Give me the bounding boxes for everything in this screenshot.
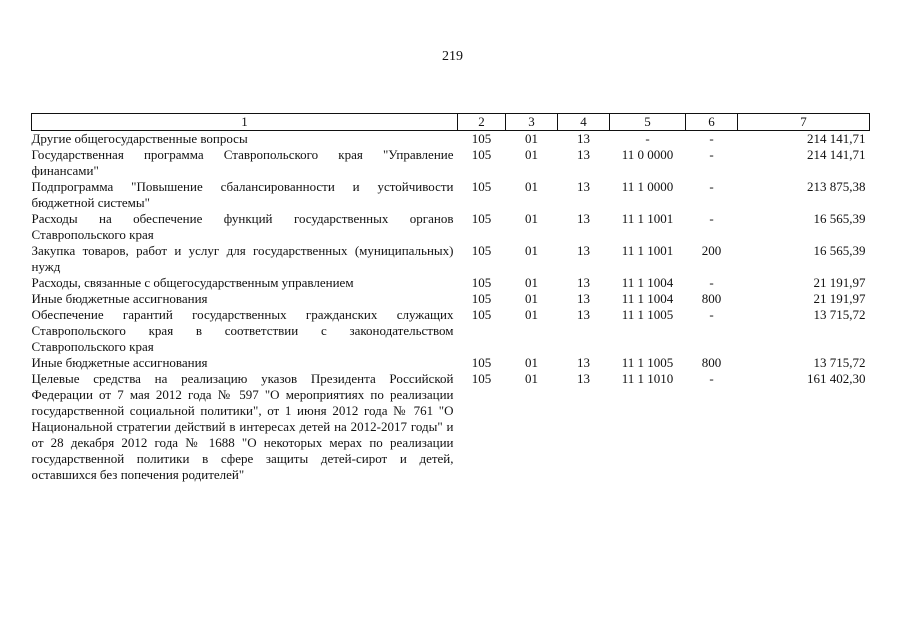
- subsection-code: 13: [577, 131, 590, 146]
- subsection-code: 13: [577, 307, 590, 322]
- row-description: Иные бюджетные ассигнования: [31, 355, 208, 370]
- amount: 161 402,30: [807, 371, 866, 386]
- target-article-code: 11 0 0000: [621, 147, 674, 162]
- row-description: Иные бюджетные ассигнования: [31, 291, 208, 306]
- expense-type-code: -: [709, 179, 714, 194]
- section-code: 01: [525, 147, 538, 162]
- target-article-code: 11 1 1001: [621, 243, 674, 258]
- column-header: 7: [738, 114, 870, 131]
- expense-type-code: -: [709, 131, 714, 146]
- ministry-code: 105: [471, 291, 492, 306]
- table-row: [32, 179, 870, 211]
- ministry-code: 105: [471, 131, 492, 146]
- table-row: [32, 211, 870, 243]
- expense-type-code: -: [709, 275, 714, 290]
- amount: 213 875,38: [807, 179, 866, 194]
- row-description: Расходы, связанные с общегосударственным управлением: [31, 275, 354, 290]
- table-row: [32, 355, 870, 371]
- ministry-code: 105: [471, 147, 492, 162]
- amount: 16 565,39: [813, 243, 866, 258]
- subsection-code: 13: [577, 147, 590, 162]
- target-article-code: 11 1 0000: [621, 179, 674, 194]
- row-description: Целевые средства на реализацию указов Президента Российской Федерации от 7 мая 2012 года № 597 "О мероприятиях по реализации государственной социальной политики", от 1 июня 2012 года № 761 "О Национальной стратегии действий в интересах детей на 2012-2017 годы" и от 28 декабря 2012 года № 1688 "О некоторых мерах по реализации государственной политики в сфере защиты детей-сирот и детей, оставшихся без попечения родителей": [31, 371, 454, 482]
- subsection-code: 13: [577, 243, 590, 258]
- expense-type-code: -: [709, 147, 714, 162]
- row-description: Государственная программа Ставропольского края "Управление финансами": [31, 147, 454, 178]
- amount: 21 191,97: [813, 291, 866, 306]
- column-header: 2: [458, 114, 506, 131]
- table-row: [32, 307, 870, 355]
- table-row: [32, 147, 870, 179]
- column-header: 5: [610, 114, 686, 131]
- expense-type-code: -: [709, 307, 714, 322]
- amount: 21 191,97: [813, 275, 866, 290]
- ministry-code: 105: [471, 355, 492, 370]
- column-header: 1: [32, 114, 458, 131]
- target-article-code: 11 1 1010: [621, 371, 674, 386]
- row-description: Обеспечение гарантий государственных гражданских служащих Ставропольского края в соответствии с законодательством Ставропольского края: [31, 307, 454, 354]
- expense-type-code: 800: [701, 355, 722, 370]
- table-row: [32, 131, 870, 148]
- column-header: 3: [506, 114, 558, 131]
- amount: 16 565,39: [813, 211, 866, 226]
- ministry-code: 105: [471, 179, 492, 194]
- table-row: [32, 371, 870, 483]
- ministry-code: 105: [471, 371, 492, 386]
- section-code: 01: [525, 211, 538, 226]
- expense-type-code: -: [709, 371, 714, 386]
- table-row: [32, 291, 870, 307]
- expense-type-code: -: [709, 211, 714, 226]
- subsection-code: 13: [577, 291, 590, 306]
- section-code: 01: [525, 371, 538, 386]
- subsection-code: 13: [577, 355, 590, 370]
- subsection-code: 13: [577, 179, 590, 194]
- ministry-code: 105: [471, 307, 492, 322]
- target-article-code: 11 1 1004: [621, 275, 674, 290]
- expense-type-code: 200: [701, 243, 722, 258]
- amount: 13 715,72: [813, 307, 866, 322]
- target-article-code: 11 1 1005: [621, 355, 674, 370]
- page-number: 219: [442, 49, 463, 64]
- row-description: Подпрограмма "Повышение сбалансированности и устойчивости бюджетной системы": [31, 179, 454, 210]
- subsection-code: 13: [577, 275, 590, 290]
- ministry-code: 105: [471, 243, 492, 258]
- section-code: 01: [525, 179, 538, 194]
- target-article-code: 11 1 1004: [621, 291, 674, 306]
- table-row: [32, 275, 870, 291]
- section-code: 01: [525, 275, 538, 290]
- section-code: 01: [525, 243, 538, 258]
- table-row: [32, 243, 870, 275]
- row-description: Другие общегосударственные вопросы: [31, 131, 248, 146]
- subsection-code: 13: [577, 211, 590, 226]
- expense-type-code: 800: [701, 291, 722, 306]
- ministry-code: 105: [471, 211, 492, 226]
- section-code: 01: [525, 355, 538, 370]
- section-code: 01: [525, 291, 538, 306]
- subsection-code: 13: [577, 371, 590, 386]
- column-number-row: [32, 114, 870, 131]
- target-article-code: 11 1 1005: [621, 307, 674, 322]
- amount: 214 141,71: [807, 131, 866, 146]
- section-code: 01: [525, 307, 538, 322]
- amount: 214 141,71: [807, 147, 866, 162]
- target-article-code: 11 1 1001: [621, 211, 674, 226]
- target-article-code: -: [645, 131, 650, 146]
- column-header: 6: [686, 114, 738, 131]
- budget-table: [31, 113, 870, 483]
- row-description: Расходы на обеспечение функций государственных органов Ставропольского края: [31, 211, 454, 242]
- section-code: 01: [525, 131, 538, 146]
- row-description: Закупка товаров, работ и услуг для государственных (муниципальных) нужд: [31, 243, 454, 274]
- amount: 13 715,72: [813, 355, 866, 370]
- column-header: 4: [558, 114, 610, 131]
- ministry-code: 105: [471, 275, 492, 290]
